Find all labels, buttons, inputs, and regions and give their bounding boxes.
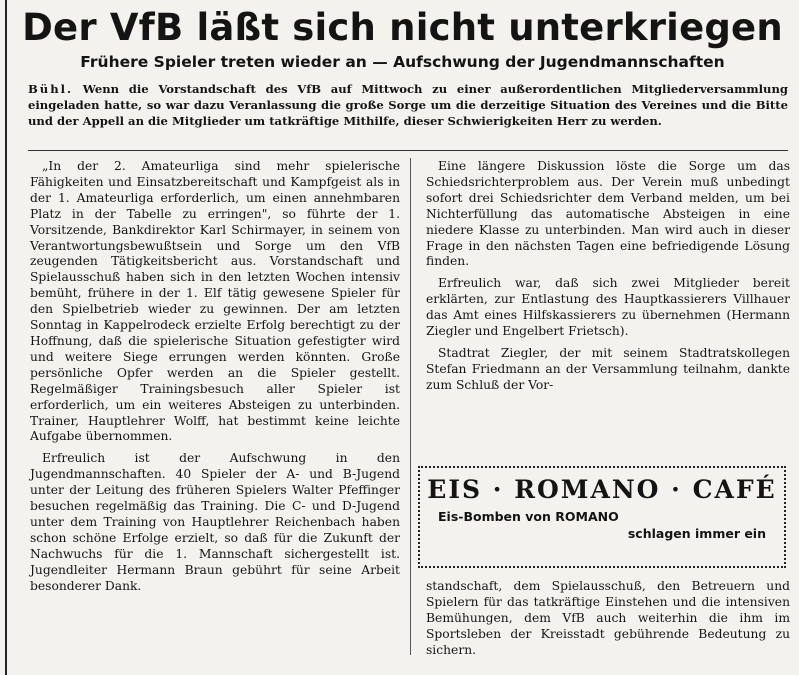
body-paragraph: Erfreulich war, daß sich zwei Mitglieder bereit erklärten, zur Entlastung des Hauptkassierers Villhauer das Amt eines Hilfskassierers zu übernehmen (Hermann Ziegler und Engelbert Frietsch).: [426, 276, 790, 339]
right-column-continuation: [426, 579, 790, 659]
ad-slogan-line1: Eis-Bomben von ROMANO: [438, 509, 619, 524]
article-lead: [28, 81, 788, 129]
body-paragraph: Eine längere Diskussion löste die Sorge um das Schiedsrichterproblem aus. Der Verein muß unbedingt sofort drei Schiedsrichter dem Verband melden, um bei Nichterfüllung das automatische Absteigen in eine niedere Klasse zu unterbinden. Man wird auch in dieser Frage in den nächsten Tagen eine befriedigende Lösung finden.: [426, 159, 790, 269]
romano-advertisement: [418, 466, 786, 568]
article-subheadline: Frühere Spieler treten wieder an — Aufschwung der Jugendmannschaften: [80, 53, 725, 71]
lead-text: Wenn die Vorstandschaft des VfB auf Mittwoch zu einer außerordentlichen Mitgliederversammlung eingeladen hatte, so war dazu Veranlassung die große Sorge um die derzeitige Situation des Vereines und die Bitte und der Appell an die Mitglieder um tatkräftige Mithilfe, dieser Schwierigkeiten Herr zu werden.: [28, 82, 788, 128]
column-divider: [410, 158, 411, 655]
body-paragraph: Stadtrat Ziegler, der mit seinem Stadtratskollegen Stefan Friedmann an der Versammlung teilnahm, dankte zum Schluß der Vor-: [426, 345, 790, 392]
article-headline: Der VfB läßt sich nicht unterkriegen: [22, 6, 783, 49]
body-paragraph: Erfreulich ist der Aufschwung in den Jugendmannschaften. 40 Spieler der A- und B-Jugend unter der Leitung des früheren Spielers Walter Pfeffinger besuchen regelmäßig das Training. Die C- und D-Jugend unter dem Training von Hauptlehrer Reichenbach haben schon schöne Erfolge erzielt, so daß für die Zukunft der Nachwuchs für die 1. Mannschaft sichergestellt ist. Jugendleiter Hermann Braun gebührt für seine Arbeit besonderer Dank.: [30, 451, 400, 593]
lead-divider: [28, 150, 788, 151]
continuation-paragraph: standschaft, dem Spielausschuß, den Betreuern und Spielern für das tatkräftige Einstehen und die intensiven Bemühungen, dem VfB auch weiterhin die ihm im Sportsleben der Kreisstadt gebührende Bedeutung zu sichern.: [426, 579, 790, 657]
left-column: [30, 159, 400, 594]
left-margin-rule: [5, 0, 7, 675]
ad-slogan-line2: schlagen immer ein: [627, 526, 766, 541]
ad-brand: EIS · ROMANO · CAFÉ: [427, 475, 777, 504]
lead-place: Bühl.: [28, 82, 74, 96]
body-paragraph: „In der 2. Amateurliga sind mehr spielerische Fähigkeiten und Einsatzbereitschaft und Kampfgeist als in der 1. Amateurliga erforderlich, um einen annehmbaren Platz in der Tabelle zu erringen", so führte der 1. Vorsitzende, Bankdirektor Karl Schirmayer, in seinem von Verantwortungsbewußtsein und Sorge um den VfB zeugenden Tätigkeitsbericht aus. Vorstandschaft und Spielausschuß haben sich in den letzten Wochen intensiv bemüht, frühere in der 1. Elf tätig gewesene Spieler für den Spielbetrieb wieder zu gewinnen. Der am letzten Sonntag in Kappelrodeck erzielte Erfolg berechtigt zu der Hoffnung, daß die spielerische Situation gefestigter wird und weitere Siege errungen werden könnten. Große persönliche Opfer werden an die Spieler gestellt. Regelmäßiger Trainingsbesuch aller Spieler ist erforderlich, um ein weiteres Absteigen zu unterbinden. Trainer, Hauptlehrer Wolff, hat bestimmt keine leichte Aufgabe übernommen.: [30, 159, 400, 444]
right-column: [426, 159, 790, 394]
